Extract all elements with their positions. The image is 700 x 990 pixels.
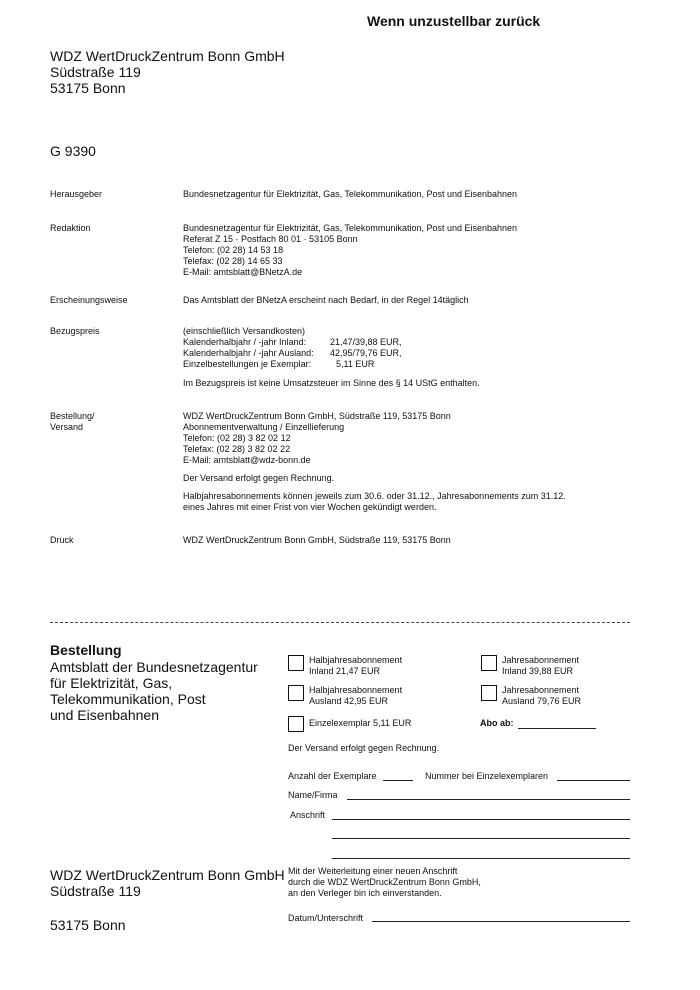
postal-code: G 9390 — [50, 143, 96, 159]
herausgeber-label: Herausgeber — [50, 189, 103, 199]
date-signature-field[interactable] — [372, 921, 630, 922]
year-ausland-checkbox[interactable] — [481, 685, 497, 701]
herausgeber-value: Bundesnetzagentur für Elektrizität, Gas, Telekommunikation, Post und Eisenbahnen — [183, 189, 518, 199]
druck-label: Druck — [50, 535, 74, 545]
versand-line: Telefax: (02 28) 3 82 02 22 — [183, 444, 291, 454]
price-row-label: Einzelbestellungen je Exemplar: — [183, 359, 312, 369]
druck-value: WDZ WertDruckZentrum Bonn GmbH, Südstraße 119, 53175 Bonn — [183, 535, 451, 545]
option-line: Ausland 79,76 EUR — [502, 696, 582, 706]
address-field-2[interactable] — [332, 838, 630, 839]
return-line2: Südstraße 119 — [50, 883, 141, 899]
bezugspreis-label: Bezugspreis — [50, 326, 100, 336]
redaktion-value — [183, 223, 517, 278]
cancel-note: Halbjahresabonnements können jeweils zum 30.6. oder 31.12., Jahresabonnements zum 31.12. — [183, 491, 566, 501]
tax-note: Im Bezugspreis ist keine Umsatzsteuer im Sinne des § 14 UStG enthalten. — [183, 378, 480, 388]
option-line: Jahresabonnement — [502, 655, 580, 665]
sender-line1: WDZ WertDruckZentrum Bonn GmbH — [50, 48, 285, 64]
sender-address — [50, 48, 285, 96]
redaktion-line: Referat Z 15 · Postfach 80 01 · 53105 Bonn — [183, 234, 358, 244]
erscheinungsweise-label: Erscheinungsweise — [50, 295, 128, 305]
count-label: Anzahl der Exemplare — [288, 771, 377, 781]
bestellung-versand-label — [50, 411, 95, 433]
option-line: Ausland 42,95 EUR — [309, 696, 389, 706]
half-ausland-checkbox[interactable] — [288, 685, 304, 701]
order-invoice-note: Der Versand erfolgt gegen Rechnung. — [288, 743, 440, 753]
number-label: Nummer bei Einzelexemplaren — [425, 771, 549, 781]
erscheinungsweise-value: Das Amtsblatt der BNetzA erscheint nach Bedarf, in der Regel 14täglich — [183, 295, 469, 305]
order-subtitle-line: Telekommunikation, Post — [50, 691, 206, 707]
return-address — [50, 867, 285, 899]
price-row-label: Kalenderhalbjahr / -jahr Ausland: — [183, 348, 314, 358]
name-field[interactable] — [347, 799, 630, 800]
versand-line: WDZ WertDruckZentrum Bonn GmbH, Südstraße 119, 53175 Bonn — [183, 411, 451, 421]
bezugspreis-note: (einschließlich Versandkosten) — [183, 326, 306, 336]
redaktion-line: Bundesnetzagentur für Elektrizität, Gas, Telekommunikation, Post und Eisenbahnen — [183, 223, 518, 233]
bestellung-versand-value — [183, 411, 566, 513]
order-subtitle-line: und Eisenbahnen — [50, 707, 159, 723]
redaktion-line: Telefon: (02 28) 14 53 18 — [183, 245, 284, 255]
return-notice: Wenn unzustellbar zurück — [367, 13, 541, 29]
versand-line: Abonnementverwaltung / Einzellieferung — [183, 422, 345, 432]
price-row-value: 42,95/79,76 EUR, — [330, 348, 402, 358]
versand-label: Versand — [50, 422, 84, 432]
versand-line: E-Mail: amtsblatt@wdz-bonn.de — [183, 455, 311, 465]
redaktion-line: E-Mail: amtsblatt@BNetzA.de — [183, 267, 303, 277]
consent-line: Mit der Weiterleitung einer neuen Anschrift — [288, 866, 458, 876]
option-line: Inland 21,47 EUR — [309, 666, 381, 676]
single-copy-checkbox[interactable] — [288, 716, 304, 732]
sender-line3: 53175 Bonn — [50, 80, 126, 96]
order-subtitle — [50, 659, 258, 723]
count-field[interactable] — [383, 780, 413, 781]
option-line: Inland 39,88 EUR — [502, 666, 574, 676]
redaktion-line: Telefax: (02 28) 14 65 33 — [183, 256, 283, 266]
invoice-note: Der Versand erfolgt gegen Rechnung. — [183, 473, 335, 483]
abo-ab-field[interactable] — [518, 728, 596, 729]
cut-line — [50, 622, 630, 623]
order-subtitle-line: für Elektrizität, Gas, — [50, 675, 173, 691]
date-signature-label: Datum/Unterschrift — [288, 913, 364, 923]
cancel-note-cont: eines Jahres mit einer Frist von vier Wochen gekündigt werden. — [183, 502, 437, 512]
option-line: Jahresabonnement — [502, 685, 580, 695]
abo-ab-label: Abo ab: — [480, 718, 514, 728]
address-field-1[interactable] — [332, 819, 630, 820]
name-label: Name/Firma — [288, 790, 338, 800]
return-line3: 53175 Bonn — [50, 917, 126, 933]
price-row-value: 21,47/39,88 EUR, — [330, 337, 402, 347]
half-inland-checkbox[interactable] — [288, 655, 304, 671]
price-row-label: Kalenderhalbjahr / -jahr Inland: — [183, 337, 307, 347]
consent-line: an den Verleger bin ich einverstanden. — [288, 888, 442, 898]
price-row — [183, 359, 480, 370]
address-field-3[interactable] — [332, 858, 630, 859]
number-field[interactable] — [557, 780, 630, 781]
sender-line2: Südstraße 119 — [50, 64, 141, 80]
address-label: Anschrift — [290, 810, 326, 820]
redaktion-label: Redaktion — [50, 223, 91, 233]
half-inland-label — [309, 655, 402, 677]
order-subtitle-line: Amtsblatt der Bundesnetzagentur — [50, 659, 258, 675]
option-line: Halbjahresabonnement — [309, 685, 403, 695]
half-ausland-label — [309, 685, 402, 707]
price-row — [183, 337, 480, 348]
year-ausland-label — [502, 685, 581, 707]
year-inland-label — [502, 655, 579, 677]
return-line1: WDZ WertDruckZentrum Bonn GmbH — [50, 867, 285, 883]
consent-text — [288, 866, 481, 899]
price-row — [183, 348, 480, 359]
versand-line: Telefon: (02 28) 3 82 02 12 — [183, 433, 291, 443]
option-line: Halbjahresabonnement — [309, 655, 403, 665]
single-copy-label: Einzelexemplar 5,11 EUR — [309, 718, 412, 728]
bezugspreis-value — [183, 326, 480, 389]
consent-line: durch die WDZ WertDruckZentrum Bonn GmbH, — [288, 877, 481, 887]
year-inland-checkbox[interactable] — [481, 655, 497, 671]
price-row-value: 5,11 EUR — [336, 359, 375, 369]
order-title: Bestellung — [50, 642, 122, 658]
bestellung-label: Bestellung/ — [50, 411, 95, 421]
